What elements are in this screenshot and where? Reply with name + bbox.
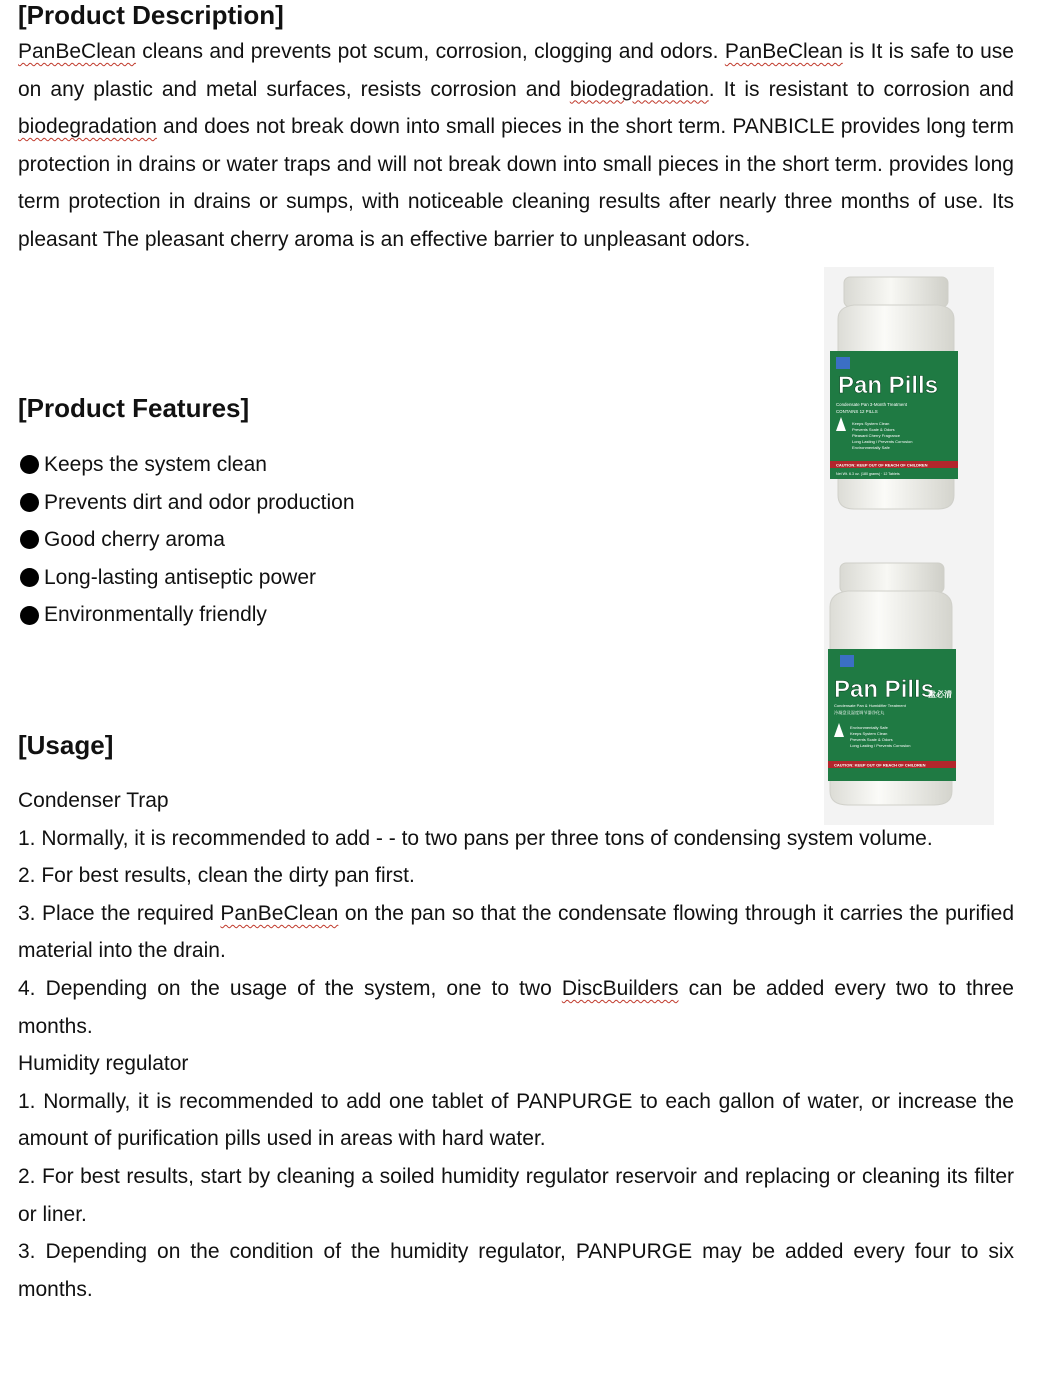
feature-text: Long-lasting antiseptic power	[44, 565, 316, 589]
product-photo	[824, 267, 994, 825]
bottle-2-subtitle-cn: 冷凝盘及湿度调节器净化丸	[834, 710, 885, 715]
bottle-1-label	[830, 351, 958, 479]
text-run: . It is resistant to corrosion and	[708, 77, 1014, 101]
features-list	[18, 446, 355, 634]
feature-item	[18, 596, 355, 634]
text-run: 1. Normally, it is recommended to add - - to two pans per three tons of condensing system volume.	[18, 826, 933, 850]
bottle-2-subtitle: Condensate Pan & Humidifier Treatment	[834, 703, 906, 708]
condenser-step	[18, 970, 1014, 1045]
bottle-1-subtitle: Condensate Pan 3-Month Treatment	[836, 402, 908, 407]
usage-content	[18, 782, 1014, 1308]
feature-item	[18, 484, 355, 522]
usage-heading: [Usage]	[18, 730, 114, 760]
feature-text: Good cherry aroma	[44, 528, 225, 552]
bottle-2-bullet: Keeps System Clean	[850, 731, 888, 736]
bottle-1-bullet: Prevents Scale & Odors	[852, 427, 895, 432]
product-description-heading: [Product Description]	[18, 0, 284, 30]
text-run: and does not break down into small pieces in the short term. PANBICLE provides long term protection in drains or water traps and will not break down into small pieces in the short term. provides long term protection in drains or sumps, with noticeable cleaning results after nearly three months of use. Its pleasant The pleasant cherry aroma is an effective barrier to unpleasant odors.	[18, 115, 1014, 251]
humidity-step	[18, 1233, 1014, 1308]
bottle-1-bullet: Keeps System Clean	[852, 421, 890, 426]
spellcheck-flagged-word: PanBeClean	[18, 40, 136, 63]
feature-item	[18, 559, 355, 597]
feature-item	[18, 521, 355, 559]
bullet-dot-icon	[20, 455, 39, 474]
spellcheck-flagged-word: biodegradation	[569, 77, 709, 101]
feature-text: Prevents dirt and odor production	[44, 490, 355, 514]
bottle-2	[828, 563, 956, 805]
spellcheck-flagged-word: biodegradation	[18, 115, 157, 139]
bottle-2-caution: CAUTION: KEEP OUT OF REACH OF CHILDREN	[834, 762, 926, 768]
text-run: 4. Depending on the usage of the system, one to two	[18, 976, 562, 1000]
bottle-1-bullet: Environmentally Safe	[852, 445, 890, 450]
bottle-1-caution: CAUTION: KEEP OUT OF REACH OF CHILDREN	[836, 462, 928, 468]
bottle-2-brand-cn: 盘必清	[928, 690, 952, 699]
condenser-step	[18, 820, 1014, 858]
text-run: 3. Depending on the condition of the humidity regulator, PANPURGE may be added every four to six months.	[18, 1240, 1014, 1301]
text-run: is It is safe to use on any plastic and metal surfaces, resists corrosion and	[18, 40, 1014, 101]
feature-item	[18, 446, 355, 484]
condenser-step	[18, 857, 1014, 895]
text-run: 2. For best results, clean the dirty pan first.	[18, 864, 415, 888]
humidity-step	[18, 1083, 1014, 1158]
bottle-2-bullet: Long Lasting / Prevents Corrosion	[850, 743, 911, 748]
spellcheck-flagged-word: PanBeClean	[220, 901, 339, 925]
bottle-1	[830, 277, 958, 509]
product-features-heading: [Product Features]	[18, 393, 250, 423]
condenser-trap-title: Condenser Trap	[18, 789, 169, 812]
bottle-1-net: Net Wt. 6.3 oz. (180 grams) · 12 Tablets	[836, 472, 900, 476]
bottle-1-bullet: Long Lasting / Prevents Corrosion	[852, 439, 913, 444]
bottle-2-bullet: Environmentally Safe	[850, 725, 888, 730]
spellcheck-flagged-word: DiscBuilders	[561, 976, 679, 1000]
text-run: 3. Place the required	[18, 901, 221, 925]
bullet-dot-icon	[20, 530, 39, 549]
bottle-1-contains: CONTAINS 12 PILLS	[836, 409, 878, 414]
spellcheck-flagged-word: PanBeClean	[724, 40, 843, 63]
text-run: cleans and prevents pot scum, corrosion, clogging and odors.	[135, 40, 725, 63]
bullet-dot-icon	[20, 568, 39, 587]
condenser-step	[18, 895, 1014, 970]
feature-text: Keeps the system clean	[44, 453, 267, 476]
bottle-2-brand: Pan Pills	[834, 676, 935, 703]
feature-text: Environmentally friendly	[44, 603, 267, 627]
bullet-dot-icon	[20, 606, 39, 625]
product-bottles-svg	[824, 267, 994, 825]
product-description-paragraph	[18, 33, 1014, 259]
text-run: on the pan so that the condensate flowing through it carries the purified material into the drain.	[18, 901, 1014, 963]
humidity-regulator-title: Humidity regulator	[18, 1052, 189, 1076]
bottle-2-bullet: Prevents Scale & Odors	[850, 737, 893, 742]
text-run: 2. For best results, start by cleaning a soiled humidity regulator reservoir and replacing or cleaning its filter or liner.	[18, 1164, 1014, 1226]
bottle-1-brand: Pan Pills	[838, 372, 939, 399]
bullet-dot-icon	[20, 493, 39, 512]
humidity-step	[18, 1158, 1014, 1233]
bottle-1-bullet: Pleasant Cherry Fragrance	[852, 433, 901, 438]
text-run: can be added every two to three months.	[18, 976, 1014, 1038]
text-run: 1. Normally, it is recommended to add one tablet of PANPURGE to each gallon of water, or increase the amount of purification pills used in areas with hard water.	[18, 1089, 1014, 1151]
